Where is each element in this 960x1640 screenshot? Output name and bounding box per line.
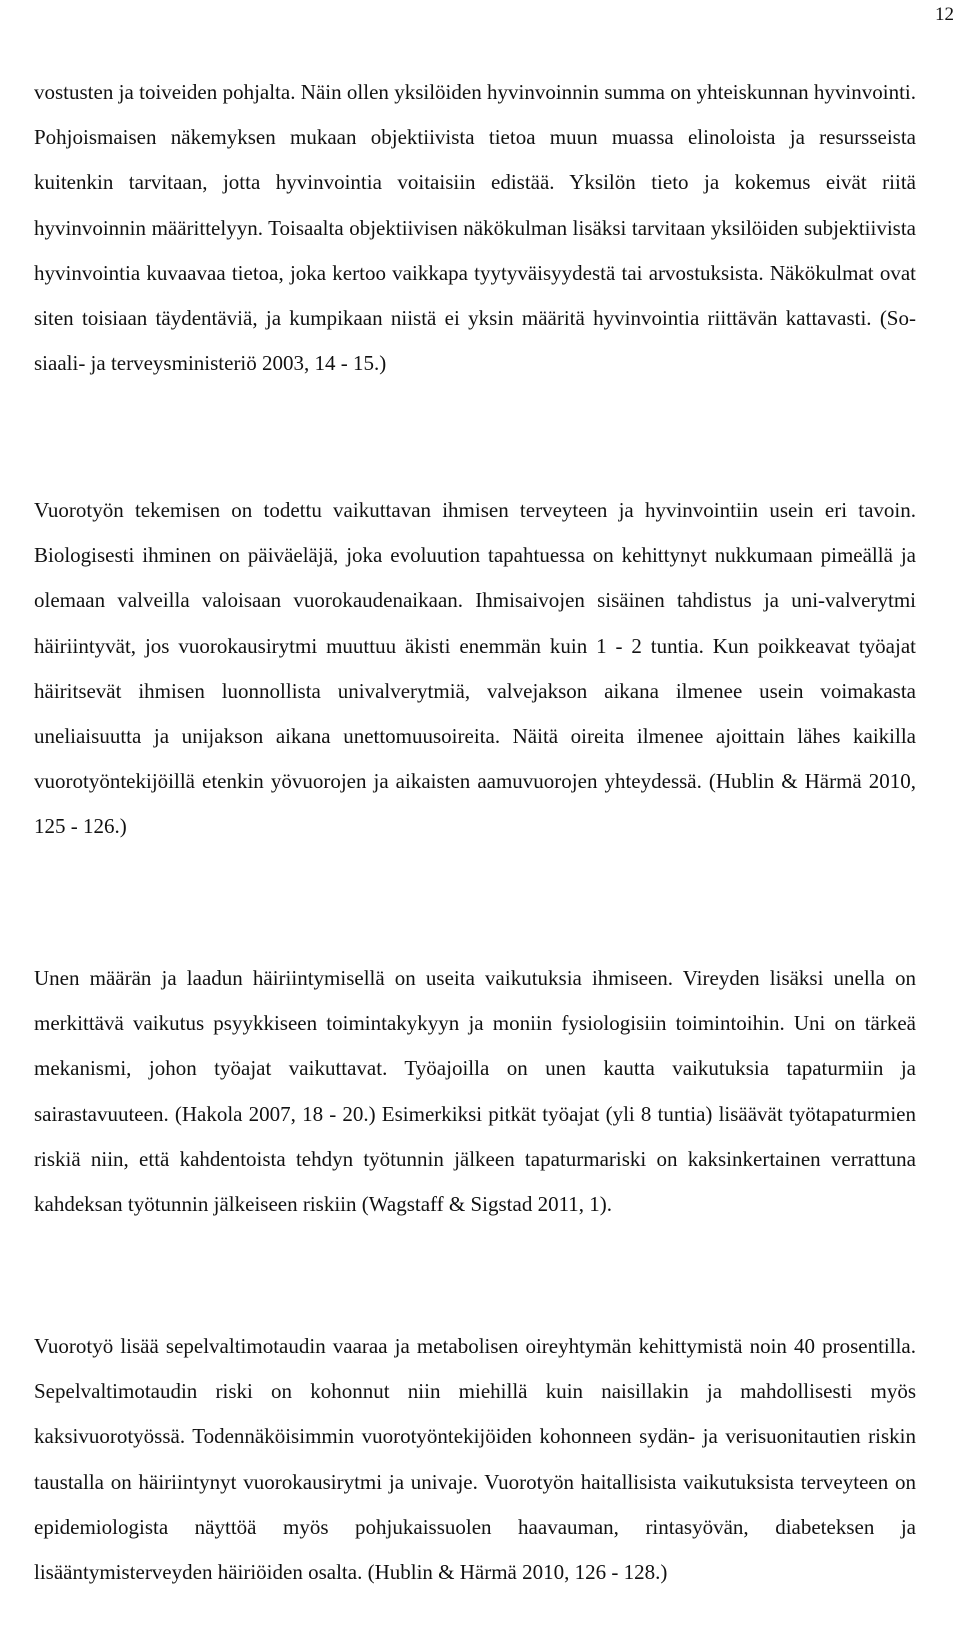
page-number: 12 <box>935 4 954 25</box>
body-paragraph-4: Vuorotyö lisää sepelvaltimotaudin vaaraa ja metabolisen oireyhtymän kehittymistä noin 40 prosentilla. Sepelvaltimotaudin riski on kohonnut niin miehillä kuin naisillakin ja mahdollisesti myös kaksivuorotyössä. Todennäköisimmin vuorotyöntekijöiden kohonneen sydän- ja verisuonitautien riskin taustalla on häiriintynyt vuorokausirytmi ja univaje. Vuorotyön haitallisista vaikutuksista terveyteen on epidemiologista näyttöä myös pohjukaissuolen haavauman, rintasyövän, diabeteksen ja lisääntymisterveyden häiriöiden osalta. (Hublin & Härmä 2010, 126 - 128.) <box>34 1334 916 1585</box>
body-paragraph-1: vostusten ja toiveiden pohjalta. Näin ollen yksilöiden hyvinvoinnin summa on yhteiskunnan hyvinvointi. Pohjoismaisen näkemyksen mukaan objektiivista tietoa muun muassa elinoloista ja resursseista kuitenkin tarvitaan, jotta hyvinvointia voitaisiin edistää. Yksilön tieto ja kokemus eivät riitä hyvinvoinnin määrittelyyn. Toisaalta objektiivisen näkökulman lisäksi tarvitaan yksilöiden subjektiivista hyvinvointia kuvaavaa tietoa, joka kertoo vaikkapa tyytyväisyydestä tai arvostuksista. Näkökulmat ovat siten toisiaan täydentäviä, ja kumpikaan niistä ei yksin määritä hyvinvointia riittävän kattavasti. (Sosiaali- ja terveysministeriö 2003, 14 - 15.) <box>34 80 916 376</box>
body-paragraph-3: Unen määrän ja laadun häiriintymisellä on useita vaikutuksia ihmiseen. Vireyden lisäksi unella on merkittävä vaikutus psyykkiseen toimintakykyyn ja moniin fysiologisiin toimintoihin. Uni on tärkeä mekanismi, johon työajat vaikuttavat. Työajoilla on unen kautta vaikutuksia tapaturmiin ja sairastavuuteen. (Hakola 2007, 18 - 20.) Esimerkiksi pitkät työajat (yli 8 tuntia) lisäävät työtapaturmien riskiä niin, että kahdentoista tehdyn työtunnin jälkeen tapaturmariski on kaksinkertainen verrattuna kahdeksan työtunnin jälkeiseen riskiin (Wagstaff & Sigstad 2011, 1). <box>34 966 916 1217</box>
body-paragraph-2: Vuorotyön tekemisen on todettu vaikuttavan ihmisen terveyteen ja hyvinvointiin usein eri tavoin. Biologisesti ihminen on päiväeläjä, joka evoluution tapahtuessa on kehittynyt nukkumaan pimeällä ja olemaan valveilla valoisaan vuorokaudenaikaan. Ihmisaivojen sisäinen tahdistus ja uni-valverytmi häiriintyvät, jos vuorokausirytmi muuttuu äkisti enemmän kuin 1 - 2 tuntia. Kun poikkeavat työajat häiritsevät ihmisen luonnollista univalverytmiä, valvejakson aikana ilmenee usein voimakasta uneliaisuutta ja unijakson aikana unettomuusoireita. Näitä oireita ilmenee ajoittain lähes kaikilla vuorotyöntekijöillä etenkin yövuorojen ja aikaisten aamuvuorojen yhteydessä. (Hublin & Härmä 2010, 125 - 126.) <box>34 498 916 839</box>
